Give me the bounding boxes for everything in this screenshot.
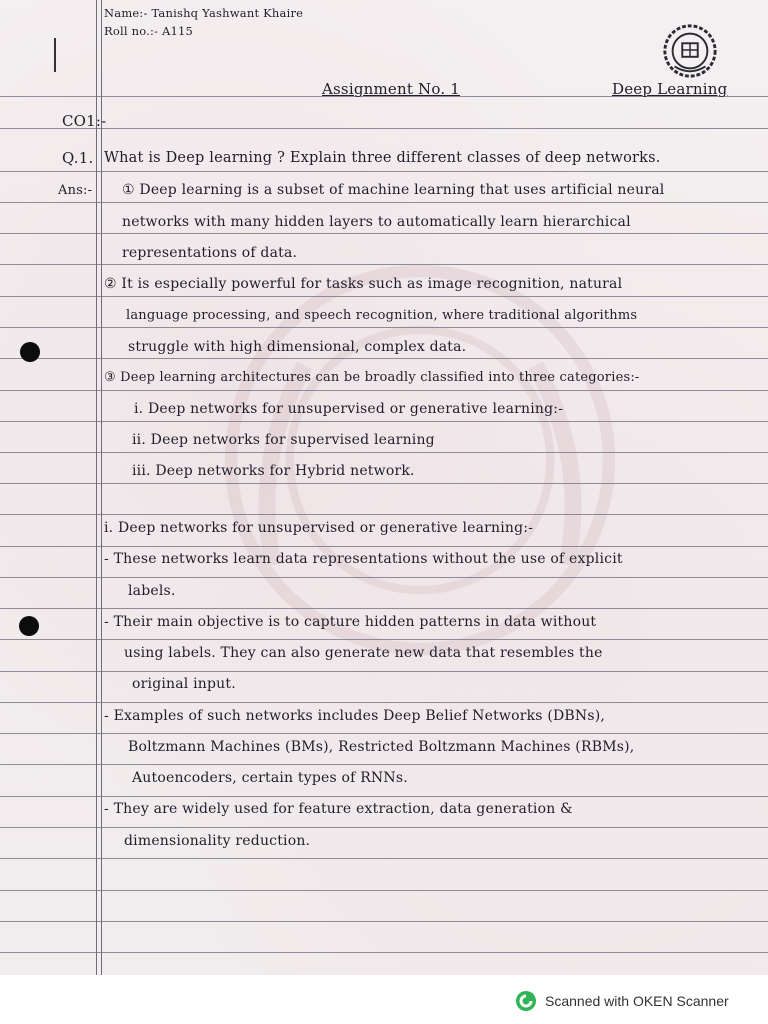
section-line: labels. [128,583,176,599]
answer-label: Ans:- [58,183,93,198]
section-heading: i. Deep networks for unsupervised or generative learning:- [104,520,534,536]
question-label: Q.1. [62,149,94,167]
answer-line: networks with many hidden layers to automatically learn hierarchical [122,214,631,230]
ruled-line [0,733,768,734]
ruled-line [0,202,768,203]
answer-line: representations of data. [122,245,298,261]
ruled-line [0,233,768,234]
scanner-watermark [515,990,729,1012]
ruled-line [0,639,768,640]
college-emblem-icon [661,22,719,80]
ruled-line [0,390,768,391]
category-item: iii. Deep networks for Hybrid network. [132,463,415,479]
ruled-line [0,421,768,422]
ruled-line [0,546,768,547]
ruled-line [0,514,768,515]
ruled-line [0,358,768,359]
margin-line [101,0,102,975]
section-line: using labels. They can also generate new data that resembles the [124,645,603,661]
pen-mark [54,38,56,72]
subject-name: Deep Learning [612,80,728,98]
category-item: i. Deep networks for unsupervised or generative learning:- [134,401,564,417]
answer-line: language processing, and speech recognition, where traditional algorithms [126,308,638,323]
ruled-line [0,952,768,953]
ruled-line [0,921,768,922]
ruled-line [0,671,768,672]
course-outcome-label: CO1:- [62,112,107,130]
answer-line: struggle with high dimensional, complex data. [128,339,467,355]
section-line: Autoencoders, certain types of RNNs. [132,770,408,786]
ruled-line [0,764,768,765]
ruled-line [0,796,768,797]
answer-line: ① Deep learning is a subset of machine learning that uses artificial neural [122,182,665,198]
section-line: dimensionality reduction. [124,833,311,849]
answer-line: ② It is especially powerful for tasks such as image recognition, natural [104,276,623,292]
section-line: - They are widely used for feature extraction, data generation & [104,801,573,817]
section-line: Boltzmann Machines (BMs), Restricted Boltzmann Machines (RBMs), [128,739,635,755]
category-item: ii. Deep networks for supervised learning [132,432,435,448]
ruled-line [0,296,768,297]
binder-hole [20,342,40,362]
ruled-line [0,483,768,484]
section-line: - Examples of such networks includes Deep Belief Networks (DBNs), [104,708,606,724]
ruled-line [0,171,768,172]
section-line: original input. [132,676,236,692]
ruled-line [0,264,768,265]
ruled-line [0,327,768,328]
assignment-title: Assignment No. 1 [322,80,461,98]
ruled-line [0,702,768,703]
section-line: - Their main objective is to capture hidden patterns in data without [104,614,597,630]
ruled-line [0,890,768,891]
ruled-line [0,858,768,859]
binder-hole [19,616,39,636]
answer-line: ③ Deep learning architectures can be broadly classified into three categories:- [104,370,640,385]
ruled-line [0,128,768,129]
roll-number: Roll no.:- A115 [104,24,194,38]
question-text: What is Deep learning ? Explain three different classes of deep networks. [104,150,661,166]
oken-scanner-logo-icon [515,990,537,1012]
section-line: - These networks learn data representations without the use of explicit [104,551,623,567]
margin-line [96,0,97,975]
ruled-line [0,827,768,828]
ruled-line [0,452,768,453]
scanner-credit-text: Scanned with OKEN Scanner [545,993,729,1009]
ruled-line [0,577,768,578]
ruled-line [0,608,768,609]
student-name: Name:- Tanishq Yashwant Khaire [104,6,304,20]
